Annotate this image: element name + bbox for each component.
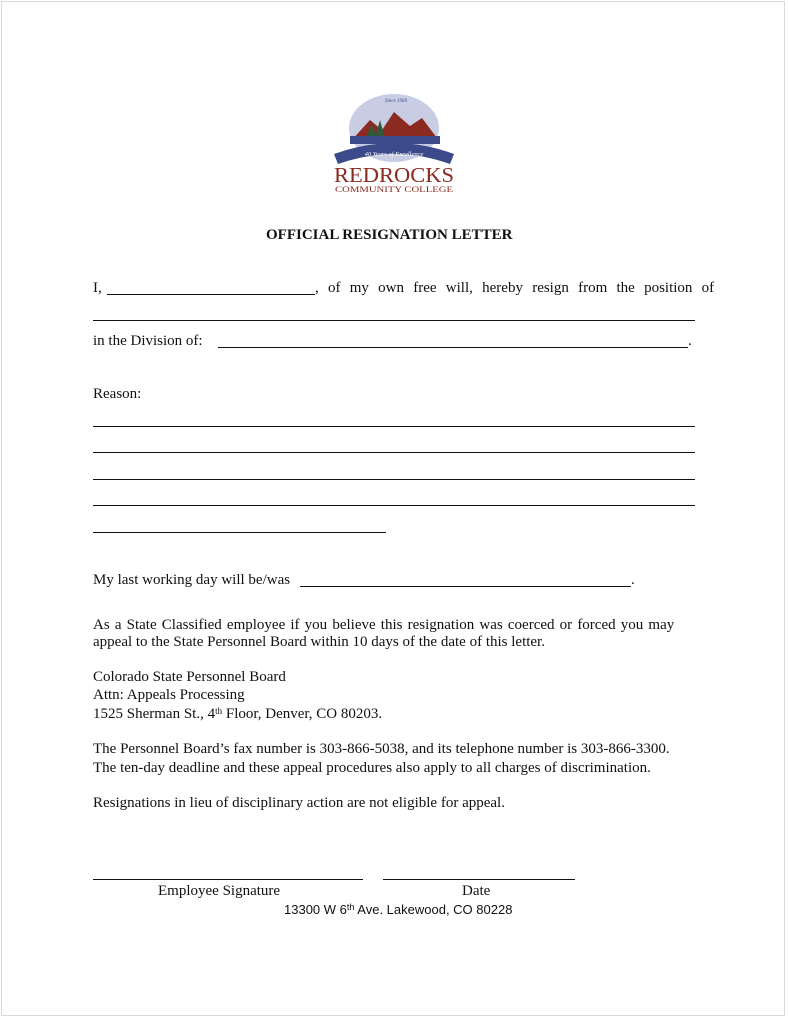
footer-avenue-suffix: th xyxy=(346,902,355,912)
letter-title: OFFICIAL RESIGNATION LETTER xyxy=(266,227,513,243)
last-day-label: My last working day will be/was xyxy=(93,572,291,588)
name-blank[interactable] xyxy=(107,294,315,295)
reason-line-4[interactable] xyxy=(93,505,695,506)
footer-street: 13300 W 6 xyxy=(284,902,347,917)
address-line1: Colorado State Personnel Board xyxy=(93,669,286,685)
logo-name: REDROCKS xyxy=(334,163,454,187)
employee-signature-label: Employee Signature xyxy=(158,883,281,899)
division-label: in the Division of: xyxy=(93,333,203,349)
reason-line-3[interactable] xyxy=(93,479,695,480)
para2-line1: The Personnel Board’s fax number is 303-866-5038, and its telephone number is 303-866-3300. xyxy=(93,741,670,757)
logo-subname: COMMUNITY COLLEGE xyxy=(335,185,454,194)
reason-line-5[interactable] xyxy=(93,532,386,533)
address-city: Floor, Denver, CO 80203. xyxy=(222,706,383,722)
para2-line2: The ten-day deadline and these appeal procedures also apply to all charges of discrimination. xyxy=(93,760,651,776)
para3: Resignations in lieu of disciplinary action are not eligible for appeal. xyxy=(93,795,505,811)
line1-prefix: I, xyxy=(93,280,102,296)
reason-label: Reason: xyxy=(93,386,142,402)
college-logo xyxy=(330,92,460,198)
reason-line-1[interactable] xyxy=(93,426,695,427)
division-end: . xyxy=(688,333,692,349)
employee-signature-line[interactable] xyxy=(93,879,363,880)
division-blank[interactable] xyxy=(218,347,688,348)
position-blank[interactable] xyxy=(93,320,695,321)
footer-city: Ave. Lakewood, CO 80228 xyxy=(354,902,513,917)
logo-top-text: Since 1969 xyxy=(384,99,408,104)
reason-line-2[interactable] xyxy=(93,452,695,453)
address-floor-suffix: th xyxy=(215,706,223,716)
address-line2: Attn: Appeals Processing xyxy=(93,687,245,703)
para1-line2: appeal to the State Personnel Board within 10 days of the date of this letter. xyxy=(93,634,545,650)
address-street: 1525 Sherman St., 4 xyxy=(93,706,216,722)
line1-suffix: , of my own free will, hereby resign from the position of xyxy=(315,280,715,296)
address-line3 xyxy=(93,705,382,723)
date-label: Date xyxy=(462,883,491,899)
date-line[interactable] xyxy=(383,879,575,880)
last-day-blank[interactable] xyxy=(300,586,631,587)
footer-address xyxy=(284,901,512,919)
last-day-end: . xyxy=(631,572,635,588)
logo-ribbon-text: 40 Years of Excellence xyxy=(364,151,424,158)
para1-line1: As a State Classified employee if you believe this resignation was coerced or forced you may xyxy=(93,617,675,633)
